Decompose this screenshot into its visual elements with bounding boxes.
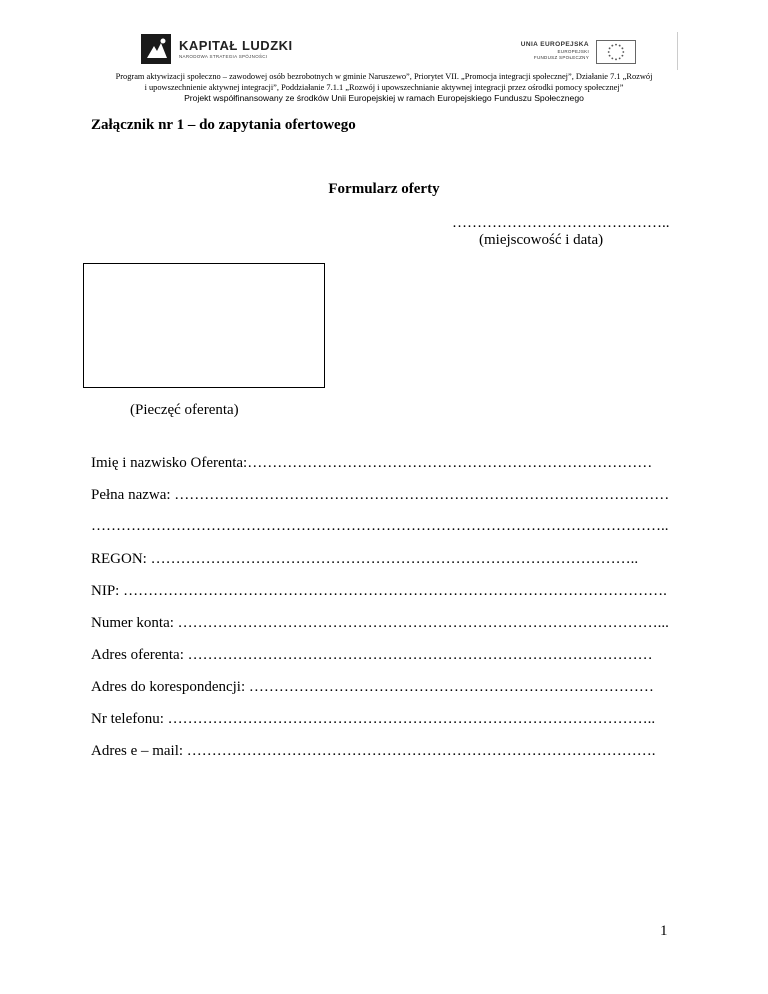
field-email: Adres e – mail: …………………………………………………………………………………. <box>91 743 656 759</box>
kapital-ludzki-title: KAPITAŁ LUDZKI <box>179 38 293 53</box>
field-full-name: Pełna nazwa: ……………………………………………………………………………………… <box>91 487 670 503</box>
field-address: Adres oferenta: ………………………………………………………………………………… <box>91 647 653 663</box>
eu-logo-text <box>504 41 589 61</box>
page-number: 1 <box>660 923 668 939</box>
field-nip: NIP: ………………………………………………………………………………………………. <box>91 583 667 599</box>
project-header <box>80 71 688 104</box>
stamp-box <box>83 263 325 388</box>
field-full-name-continued: …………………………………………………………………………………………………….. <box>91 518 669 534</box>
field-account-number: Numer konta: ……………………………………………………………………………………... <box>91 615 669 631</box>
eu-logo-line3: FUNDUSZ SPOŁECZNY <box>533 55 589 60</box>
header-line-3: Projekt współfinansowany ze środków Unii Europejskiej w ramach Europejskiego Funduszu Społecznego <box>184 93 584 103</box>
header-line-2: i upowszechnienie aktywnej integracji”, Poddziałanie 7.1.1 „Rozwój i upowszechnianie aktywnej integracji przez ośrodki pomocy społecznej” <box>144 83 624 92</box>
eu-logo-line1: UNIA EUROPEJSKA <box>520 41 589 48</box>
place-date-label: (miejscowość i data) <box>479 232 604 248</box>
kapital-ludzki-mark-icon <box>141 34 171 64</box>
form-title: Formularz oferty <box>328 181 440 197</box>
field-phone: Nr telefonu: …………………………………………………………………………………….. <box>91 711 656 727</box>
header-line-1: Program aktywizacji społeczno – zawodowej osób bezrobotnych w gminie Naruszewo”, Priorytet VII. „Promocja integracji społecznej”, Działanie 7.1 „Rozwój <box>115 72 653 81</box>
field-regon: REGON: …………………………………………………………………………………….. <box>91 551 639 567</box>
kapital-ludzki-subtitle: NARODOWA STRATEGIA SPÓJNOŚCI <box>179 54 268 59</box>
logo-divider <box>677 32 678 70</box>
annex-title: Załącznik nr 1 – do zapytania ofertowego <box>91 117 356 133</box>
place-date-field: …………………………………….. <box>452 215 670 231</box>
field-name: Imię i nazwisko Oferenta:……………………………………………………………………… <box>91 455 653 471</box>
field-correspondence-address: Adres do korespondencji: ……………………………………………………………………… <box>91 679 654 695</box>
stamp-label: (Pieczęć oferenta) <box>130 402 239 418</box>
eu-logo <box>504 40 684 66</box>
eu-logo-line2: EUROPEJSKI <box>557 49 589 54</box>
logo-bar <box>91 30 679 72</box>
eu-flag-icon <box>596 40 636 64</box>
